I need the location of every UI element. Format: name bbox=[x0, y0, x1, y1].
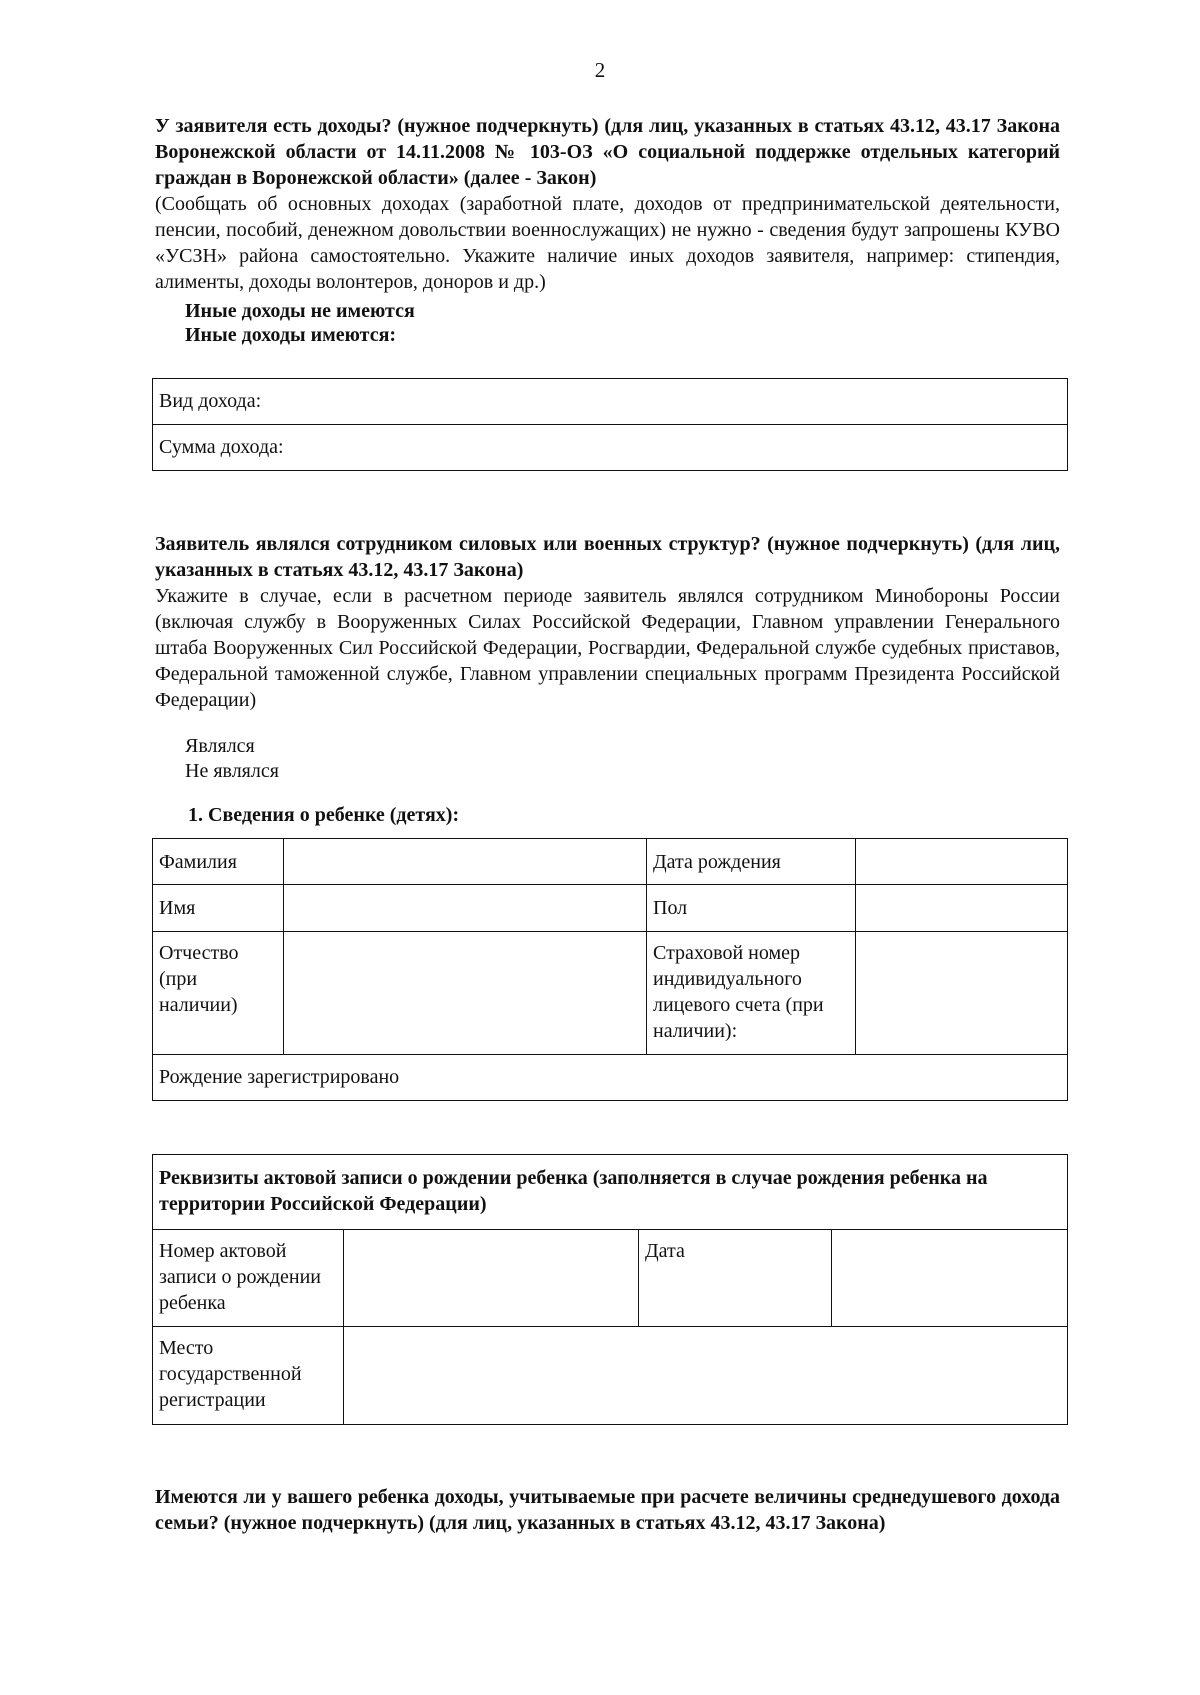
record-number-label: Номер актовой записи о рождении ребенка bbox=[153, 1230, 344, 1327]
income-question: У заявителя есть доходы? (нужное подчеркнуть) (для лиц, указанных в статьях 43.12, 43.17 Закона Воронежской области от 14.11.2008 № 103-ОЗ «О социальной поддержке отдельных категорий граждан в Воронежской области» (далее - Закон) bbox=[155, 115, 1060, 189]
birth-date-label: Дата рождения bbox=[647, 839, 856, 885]
birth-record-heading: Реквизиты актовой записи о рождении ребенка (заполняется в случае рождения ребенка на территории Российской Федерации) bbox=[153, 1155, 1068, 1230]
patronymic-field[interactable] bbox=[284, 932, 647, 1055]
surname-label: Фамилия bbox=[153, 839, 284, 885]
birth-record-table bbox=[152, 1154, 1068, 1425]
security-note: Укажите в случае, если в расчетном периоде заявитель являлся сотрудником Минобороны России (включая службу в Вооруженных Силах Российской Федерации, Главном управлении Генерального штаба Вооруженных Сил Российской Федерации, Росгвардии, Федеральной службе судебных приставов, Федеральной таможенной службе, Главном управлении специальных программ Президента Российской Федерации) bbox=[155, 585, 1060, 711]
name-field[interactable] bbox=[284, 885, 647, 932]
income-note: (Сообщать об основных доходах (заработной плате, доходов от предпринимательской деятельности, пенсии, пособий, денежном довольствии военнослужащих) не нужно - сведения будут запрошены КУВО «УСЗН» района самостоятельно. Укажите наличие иных доходов заявителя, например: стипендия, алименты, доходы волонтеров, доноров и др.) bbox=[155, 193, 1060, 293]
option-no-other-income[interactable]: Иные доходы не имеются bbox=[185, 300, 415, 322]
record-number-field[interactable] bbox=[344, 1230, 639, 1327]
registration-place-field[interactable] bbox=[344, 1327, 1068, 1425]
option-was-employee[interactable]: Являлся bbox=[185, 735, 255, 757]
name-label: Имя bbox=[153, 885, 284, 932]
child-income-question: Имеются ли у вашего ребенка доходы, учитываемые при расчете величины среднедушевого дохода семьи? (нужное подчеркнуть) (для лиц, указанных в статьях 43.12, 43.17 Закона) bbox=[155, 1486, 1060, 1534]
snils-field[interactable] bbox=[856, 932, 1068, 1055]
income-table bbox=[152, 378, 1068, 471]
option-was-not-employee[interactable]: Не являлся bbox=[185, 760, 279, 782]
child-section-heading: 1. Сведения о ребенке (детях): bbox=[188, 804, 460, 826]
registration-place-label: Место государственной регистрации bbox=[153, 1327, 344, 1425]
surname-field[interactable] bbox=[284, 839, 647, 885]
birth-date-field[interactable] bbox=[856, 839, 1068, 885]
sex-field[interactable] bbox=[856, 885, 1068, 932]
birth-registered-field[interactable]: Рождение зарегистрировано bbox=[153, 1055, 1068, 1101]
option-has-other-income[interactable]: Иные доходы имеются: bbox=[185, 324, 397, 346]
income-amount-field[interactable]: Сумма дохода: bbox=[153, 425, 1068, 471]
sex-label: Пол bbox=[647, 885, 856, 932]
record-date-field[interactable] bbox=[832, 1230, 1068, 1327]
patronymic-label: Отчество (при наличии) bbox=[153, 932, 284, 1055]
record-date-label: Дата bbox=[639, 1230, 832, 1327]
security-question: Заявитель являлся сотрудником силовых или военных структур? (нужное подчеркнуть) (для лиц, указанных в статьях 43.12, 43.17 Закона) bbox=[155, 533, 1060, 581]
page-number: 2 bbox=[594, 58, 606, 82]
child-table bbox=[152, 838, 1068, 1101]
snils-label: Страховой номер индивидуального лицевого счета (при наличии): bbox=[647, 932, 856, 1055]
income-type-field[interactable]: Вид дохода: bbox=[153, 379, 1068, 425]
